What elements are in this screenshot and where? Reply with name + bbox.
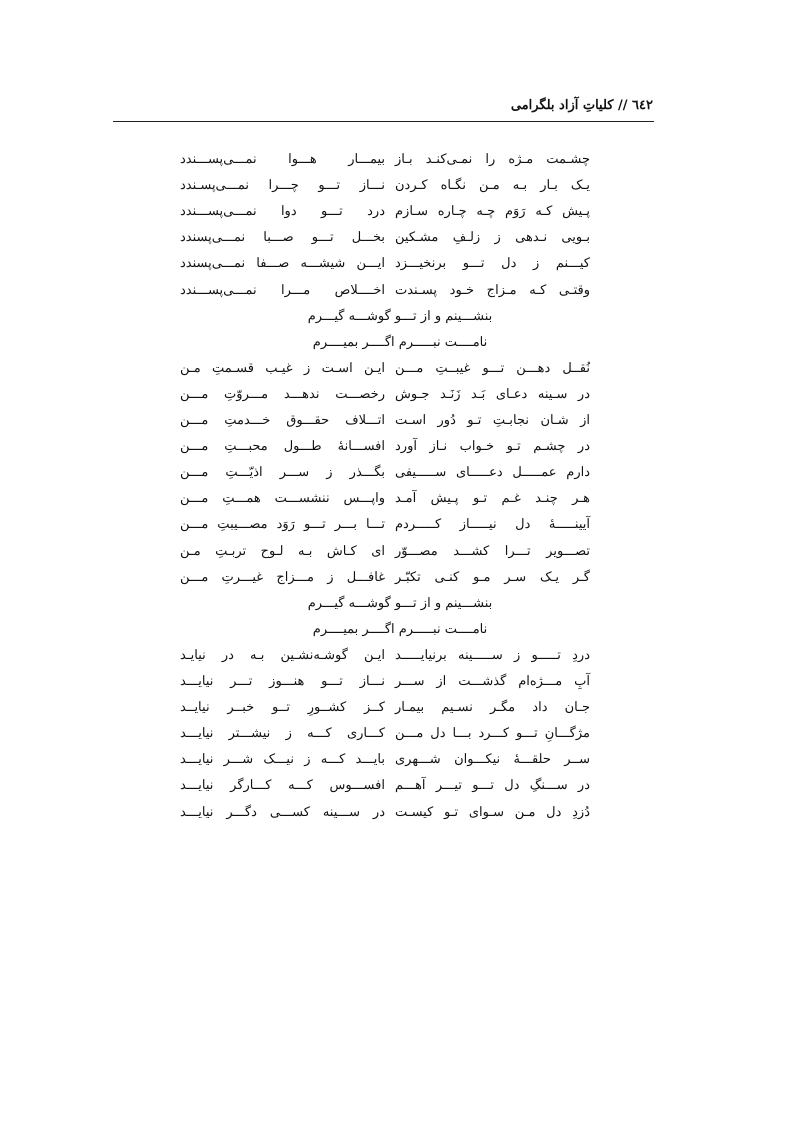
- refrain-line: بنشـــینم و از تـــو گوشـــه گیـــرم: [307, 596, 493, 611]
- verse-second-hemistich: نـــاز تـــو هنـــوز تـــر نیایـــد: [180, 674, 385, 689]
- verse-first-hemistich: دُزدِ دل مـن سـوای تـو کیسـت: [395, 805, 590, 820]
- verse-second-hemistich: تـــا بـــر تـــو رَوَد مصـــیبتِ مـــن: [180, 517, 385, 532]
- verse-second-hemistich: ای کـاش بـه لـوح تربـتِ مـن: [180, 544, 385, 559]
- verse-second-hemistich: اتـــلاف حقـــوق خـــدمتِ مـــن: [180, 413, 385, 428]
- verse-first-hemistich: آبِ مـــژه‌ام گذشـــت از ســـر: [395, 674, 590, 689]
- verse-first-hemistich: در سـینه دعـای بَـد زَنَـد جـوش: [395, 387, 590, 402]
- book-title: کلیاتِ آزاد بلگرامی: [510, 98, 614, 113]
- verse-first-hemistich: آیینـــــهٔ دل نیـــــاز کـــــردم: [395, 517, 590, 532]
- verse-second-hemistich: درد تـــو دوا نمـــی‌پســـندد: [180, 204, 385, 219]
- verse-second-hemistich: ایـــن شیشـــه صـــفا نمـــی‌پسندد: [180, 256, 385, 271]
- verse-second-hemistich: بخـــل تـــو صـــبا نمـــی‌پسندد: [180, 230, 385, 245]
- verse-second-hemistich: ایـن گوشـه‌نشـین بـه در نیایـد: [180, 648, 385, 663]
- verse-first-hemistich: گـر یـک سـر مـو کنـی تکبّـر: [395, 570, 590, 585]
- header-separator: //: [618, 98, 628, 113]
- verse-first-hemistich: چشـمت مـژه را نمـی‌کنـد بـاز: [395, 152, 590, 167]
- verse-second-hemistich: افســـانهٔ طـــول محبـــتِ مـــن: [180, 439, 385, 454]
- verse-first-hemistich: ســر حلقـــهٔ نیکـــوان شـــهری: [395, 752, 590, 767]
- verse-first-hemistich: مژگـــانِ تـــو کـــرد بـــا دل مـــن: [395, 726, 590, 741]
- verse-first-hemistich: نُقــل دهـــن تـــو غیبــتِ مـــن: [395, 361, 590, 376]
- verse-first-hemistich: یـک بـار بـه مـن نگـاه کـردن: [395, 178, 590, 193]
- verse-second-hemistich: واپـــس ننشســـت همـــتِ مـــن: [180, 491, 385, 506]
- refrain-line: بنشـــینم و از تـــو گوشـــه گیـــرم: [307, 309, 493, 324]
- verse-second-hemistich: غافـــل ز مـــزاج غیـــرتِ مـــن: [180, 570, 385, 585]
- verse-second-hemistich: کــز کشــورِ تــو خبــر نیایــد: [180, 700, 385, 715]
- verse-first-hemistich: وقتـی کـه مـزاج خـود پسـندت: [395, 283, 590, 298]
- verse-first-hemistich: کیـــنم ز دل تـــو برنخیـــزد: [395, 256, 590, 271]
- verse-second-hemistich: رخصـــت ندهـــد مـــروّتِ مـــن: [180, 387, 385, 402]
- verse-second-hemistich: در ســـینه کســـی دگـــر نیایـــد: [180, 805, 385, 820]
- verse-second-hemistich: بایـــد کـــه ز نیـــک شـــر نیایـــد: [180, 752, 385, 767]
- verse-first-hemistich: دردِ تـــــو ز ســـــینه برنیایـــــد: [395, 648, 590, 663]
- verse-first-hemistich: در چشـم تـو خـواب نـاز آورد: [395, 439, 590, 454]
- verse-first-hemistich: در ســـنگِ دل تـــو تیـــر آهـــم: [395, 778, 590, 793]
- verse-second-hemistich: کـــاری کـــه ز نیشـــتر نیایـــد: [180, 726, 385, 741]
- verse-first-hemistich: دارم عمـــــل دعـــــای ســـــیفی: [395, 465, 590, 480]
- verse-first-hemistich: جـان داد مگـر نسـیم بیمـار: [395, 700, 590, 715]
- verse-second-hemistich: نـــاز تـــو چـــرا نمـــی‌پسـندد: [180, 178, 385, 193]
- refrain-line: نامــــت نبـــــرم اگــــر بمیــــرم: [312, 335, 488, 350]
- refrain-line: نامــــت نبـــــرم اگــــر بمیــــرم: [312, 622, 488, 637]
- verse-second-hemistich: بگـــذر ز ســـر اذیّـــتِ مـــن: [180, 465, 385, 480]
- verse-first-hemistich: هـر چنـد غـم تـو پـیش آمـد: [395, 491, 590, 506]
- verse-second-hemistich: بیمـــار هـــوا نمـــی‌پســـندد: [180, 152, 385, 167]
- verse-second-hemistich: اخــــلاص مـــرا نمـــی‌پســـندد: [180, 283, 385, 298]
- verse-second-hemistich: افســـوس کـــه کـــارگر نیایـــد: [180, 778, 385, 793]
- verse-second-hemistich: ایـن اسـت ز غیـب قسـمتِ مـن: [180, 361, 385, 376]
- verse-first-hemistich: تصـــویر تـــرا کشـــد مصـــوّر: [395, 544, 590, 559]
- page-number: ٦٤٢: [632, 98, 653, 113]
- verse-first-hemistich: از شـان نجابـتِ تـو دُور اسـت: [395, 413, 590, 428]
- verse-first-hemistich: بـویی نـدهی ز زلـفِ مشـکین: [395, 230, 590, 245]
- verse-first-hemistich: پـیش کـه رَوَم چـه چـاره سـازم: [395, 204, 590, 219]
